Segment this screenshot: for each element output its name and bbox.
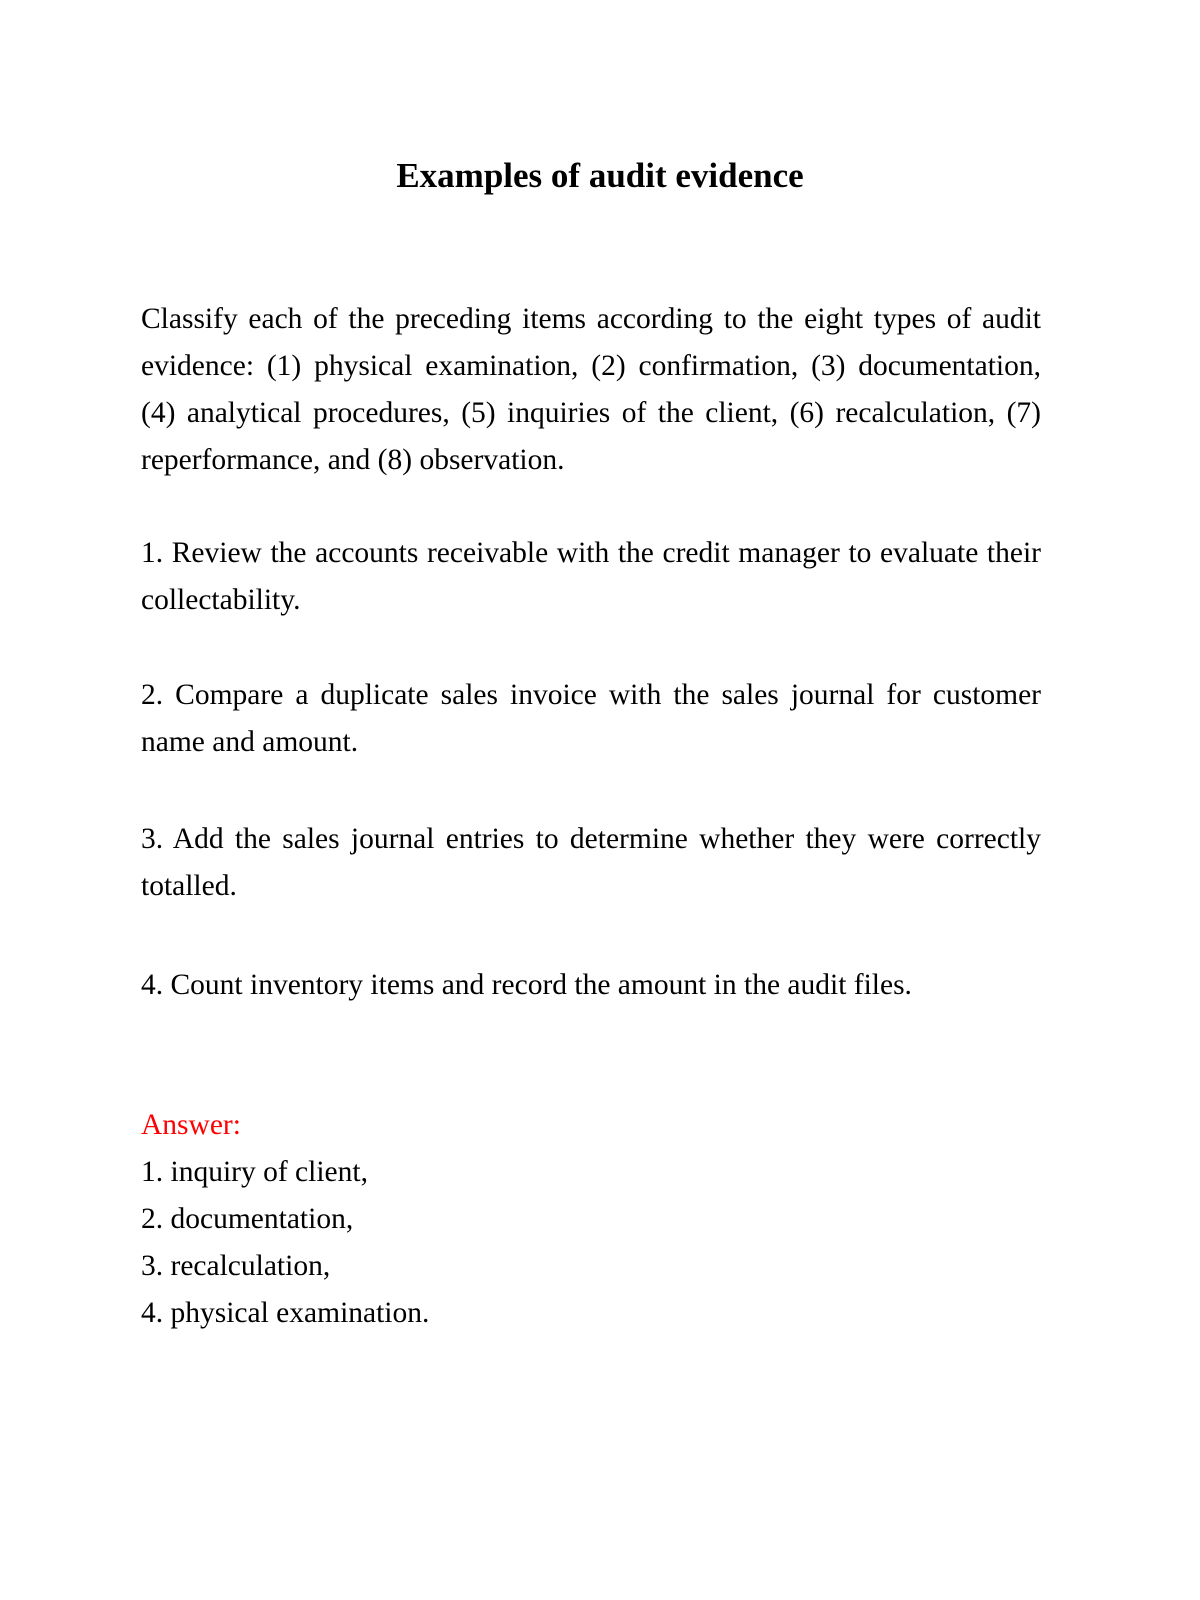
answer-section bbox=[141, 1102, 1041, 1337]
answer-item-2: 2. documentation, bbox=[141, 1203, 354, 1235]
answer-item-3: 3. recalculation, bbox=[141, 1250, 331, 1282]
question-3: 3. Add the sales journal entries to determine whether they were correctly totalled. bbox=[141, 823, 1041, 902]
question-4: 4. Count inventory items and record the amount in the audit files. bbox=[141, 969, 912, 1001]
answer-label: Answer: bbox=[141, 1109, 241, 1141]
answer-item-1: 1. inquiry of client, bbox=[141, 1156, 368, 1188]
answer-item-4: 4. physical examination. bbox=[141, 1297, 430, 1329]
question-1: 1. Review the accounts receivable with the credit manager to evaluate their collectability. bbox=[141, 537, 1041, 616]
page-title: Examples of audit evidence bbox=[396, 156, 804, 195]
instructions-paragraph: Classify each of the preceding items according to the eight types of audit evidence: (1) physical examination, (2) confirmation, (3) documentation, (4) analytical procedures, (5) inquiries of the client, (6) recalculation, (7) reperformance, and (8) observation. bbox=[141, 303, 1041, 476]
question-2: 2. Compare a duplicate sales invoice with the sales journal for customer name and amount. bbox=[141, 679, 1041, 758]
